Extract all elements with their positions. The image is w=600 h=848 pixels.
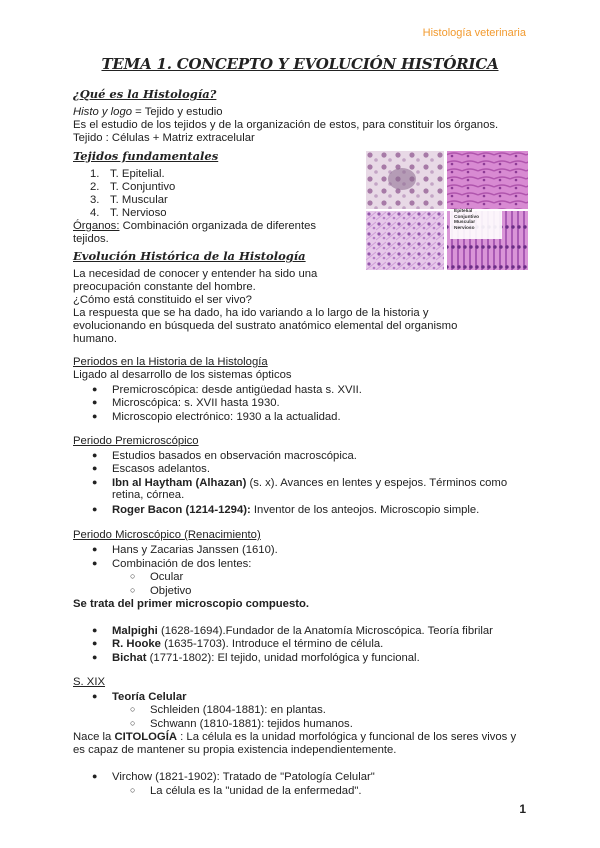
list-item: ● Microscopio electrónico: 1930 a la actualidad. — [92, 411, 341, 423]
hollow-bullet-icon: ○ — [130, 718, 136, 728]
bullet-icon: ● — [92, 504, 98, 514]
paragraph-line: humano. — [73, 333, 117, 345]
list-item: ● Roger Bacon (1214-1294): Inventor de los anteojos. Microscopio simple. — [92, 504, 480, 516]
list-item: 1. T. Epitelial. — [90, 168, 165, 180]
paragraph-line: La necesidad de conocer y entender ha sido una — [73, 268, 318, 280]
bullet-icon: ● — [92, 397, 98, 407]
citologia-line-2: es capaz de mantener su propia existencia independientemente. — [73, 744, 397, 756]
list-item: ● R. Hooke (1635-1703). Introduce el término de célula. — [92, 638, 384, 650]
list-item: ● Combinación de dos lentes: — [92, 558, 252, 570]
list-item-continuation: retina, córnea. — [112, 489, 185, 501]
bullet-icon: ● — [92, 411, 98, 421]
bullet-icon: ● — [92, 477, 98, 487]
bullet-icon: ● — [92, 450, 98, 460]
hollow-bullet-icon: ○ — [130, 704, 136, 714]
list-item: 4. T. Nervioso — [90, 207, 167, 219]
section-heading-sxix: S. XIX — [73, 676, 106, 688]
section-heading-microscopico: Periodo Microscópico (Renacimiento) — [73, 529, 261, 541]
hollow-bullet-icon: ○ — [130, 585, 136, 595]
list-item: ● Premicroscópica: desde antigüedad hasta s. XVII. — [92, 384, 362, 396]
histo-line — [73, 106, 223, 119]
paragraph-line: preocupación constante del hombre. — [73, 281, 256, 293]
list-item: ● Teoría Celular — [92, 691, 187, 703]
histo-line-rest: = Tejido y estudio — [132, 106, 223, 118]
bullet-icon: ● — [92, 652, 98, 662]
list-item: ● Hans y Zacarias Janssen (1610). — [92, 544, 278, 556]
section-heading-tejidos: Tejidos fundamentales — [73, 149, 219, 163]
legend-label: Muscular — [454, 220, 476, 226]
bullet-icon: ● — [92, 691, 98, 701]
page-number: 1 — [519, 802, 526, 816]
section-heading-evolucion: Evolución Histórica de la Histología — [73, 249, 306, 263]
list-item: ● Ibn al Haytham (Alhazan) (s. x). Avances en lentes y espejos. Términos como — [92, 477, 508, 489]
section-heading-que-es: ¿Qué es la Histología? — [73, 87, 217, 101]
list-item: ● Estudios basados en observación macroscópica. — [92, 450, 357, 462]
bullet-icon: ● — [92, 384, 98, 394]
list-item: ○ Schleiden (1804-1881): en plantas. — [130, 704, 326, 716]
list-item: ○ Schwann (1810-1881): tejidos humanos. — [130, 718, 353, 730]
hollow-bullet-icon: ○ — [130, 785, 136, 795]
list-item: ● Malpighi (1628-1694).Fundador de la Anatomía Microscópica. Teoría fibrilar — [92, 625, 493, 637]
list-item: ○ Ocular — [130, 571, 184, 583]
organos-label: Órganos: — [73, 220, 120, 232]
bullet-icon: ● — [92, 463, 98, 473]
organos-line — [73, 220, 316, 233]
legend-label: Epitelial — [454, 209, 473, 214]
micro-conclusion: Se trata del primer microscopio compuesto. — [73, 598, 310, 610]
list-item: 3. T. Muscular — [90, 194, 168, 206]
citologia-line: Nace la CITOLOGÍA : La célula es la unidad morfológica y funcional de los seres vivos y — [73, 731, 517, 743]
bullet-icon: ● — [92, 771, 98, 781]
list-item: ● Bichat (1771-1802): El tejido, unidad morfológica y funcional. — [92, 652, 420, 664]
list-item: ○ Objetivo — [130, 585, 192, 597]
legend-label: Nervioso — [454, 225, 475, 231]
list-item: ● Escasos adelantos. — [92, 463, 210, 475]
header-subject: Histología veterinaria — [422, 27, 526, 39]
organos-line-2: tejidos. — [73, 233, 109, 245]
bullet-icon: ● — [92, 558, 98, 568]
legend-label: Conjuntivo — [454, 214, 480, 220]
organos-text: Combinación organizada de diferentes — [119, 220, 317, 232]
bullet-icon: ● — [92, 544, 98, 554]
list-item: ● Virchow (1821-1902): Tratado de "Patología Celular" — [92, 771, 375, 783]
histo-line-italic: Histo y logo — [73, 106, 133, 118]
list-item: ○ La célula es la "unidad de la enfermedad". — [130, 785, 362, 797]
paragraph-line: La respuesta que se ha dado, ha ido variando a lo largo de la historia y — [73, 307, 429, 319]
hollow-bullet-icon: ○ — [130, 571, 136, 581]
paragraph-line: evolucionando en búsqueda del sustrato anatómico elemental del organismo — [73, 320, 458, 332]
section-heading-periodos: Periodos en la Historia de la Histología — [73, 356, 268, 368]
image-legend — [454, 209, 479, 231]
paragraph-line: ¿Cómo está constituido el ser vivo? — [73, 294, 252, 306]
section-heading-premicroscopico: Periodo Premicroscópico — [73, 435, 199, 447]
list-item: 2. T. Conjuntivo — [90, 181, 176, 193]
tissue-image — [366, 151, 528, 270]
bullet-icon: ● — [92, 638, 98, 648]
tejido-line: Tejido : Células + Matriz extracelular — [73, 132, 255, 144]
page-title: TEMA 1. CONCEPTO Y EVOLUCIÓN HISTÓRICA — [101, 55, 499, 73]
bullet-icon: ● — [92, 625, 98, 635]
list-item: ● Microscópica: s. XVII hasta 1930. — [92, 397, 280, 409]
definition-text: Es el estudio de los tejidos y de la organización de estos, para constituir los órganos. — [73, 119, 499, 131]
periodos-intro: Ligado al desarrollo de los sistemas ópticos — [73, 369, 292, 381]
tissue-image-collage — [366, 151, 528, 270]
